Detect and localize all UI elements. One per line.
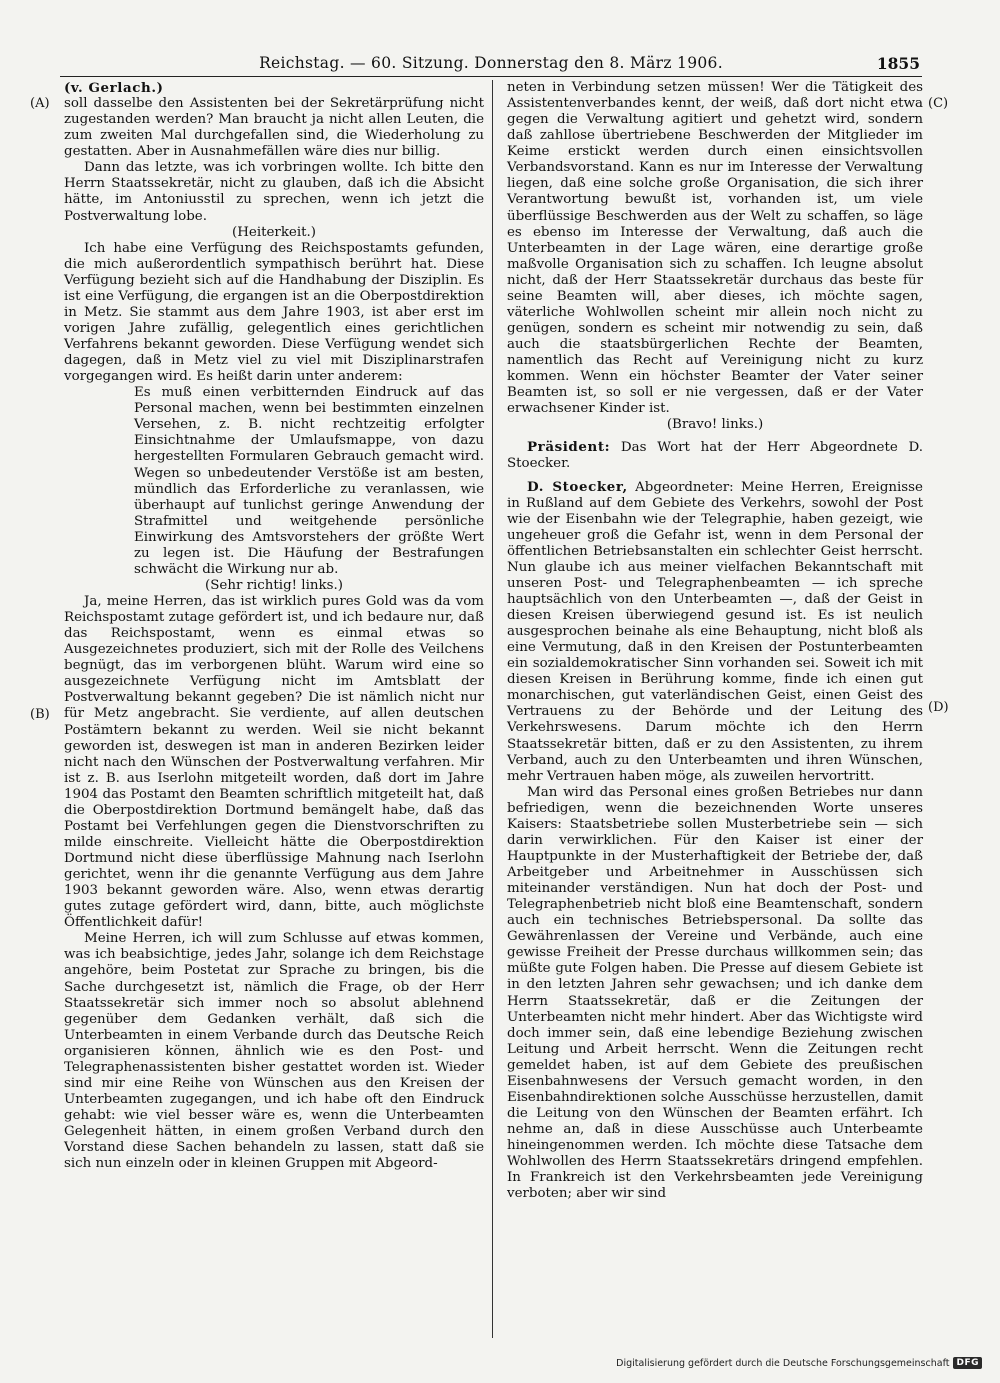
- block-quote: Es muß einen verbitternden Eindruck auf das Personal machen, wenn bei bestimmten einzelnen Versehen, z. B. nicht rechtzeitig erfolgter Einsichtnahme der Umlaufsmappe, von dazu hergestellten Formularen Gebrauch gemacht wird. Wegen so unbedeutender Verstöße ist am besten, mündlich das Erforderliche zu veranlassen, wie überhaupt auf tunlichst geringe Anwendung der Strafmittel und weitgehende persönliche Einwirkung des Amtsvorstehers der größte Wert zu legen ist. Die Häufung der Bestrafungen schwächt die Wirkung nur ab.: [134, 385, 484, 577]
- audience-reaction: (Heiterkeit.): [232, 224, 316, 240]
- speech-text: Abgeordneter: Meine Herren, Ereignisse in Rußland auf dem Gebiete des Verkehrs, sowohl der Post wie der Eisenbahn wie der Telegraphie, haben gezeigt, wie ungeheuer groß die Gefahr ist, wenn in dem Personal der öffentlichen Betriebsanstalten ein schlechter Geist herrscht. Nun glaube ich aus meiner vielfachen Bekanntschaft mit unseren Post- und Telegraphenbeamten — ich spreche hauptsächlich von den Unterbeamten —, daß der Geist in diesen Kreisen überwiegend gesund ist. Es ist neulich ausgesprochen beinahe als eine Behauptung, nicht bloß als eine Vermutung, daß in den Kreisen der Postunterbeamten ein sozialdemokratischer Sinn vorhanden sei. Soweit ich mit diesen Kreisen in Berührung komme, finde ich einen gut monarchischen, gut vaterländischen Geist, einen Geist des Vertrauens zu der Behörde und der Leitung des Verkehrswesens. Darum möchte ich den Herrn Staatssekretär bitten, daß er zu den Assistenten, zu ihrem Verband, auch zu den Unterbeamten und ihren Wünschen, mehr Vertrauen haben möge, als zuweilen hervortritt.: [507, 479, 923, 784]
- footer: [616, 1357, 982, 1369]
- speaker-name: D. Stoecker,: [527, 478, 628, 495]
- paragraph: Man wird das Personal eines großen Betriebes nur dann befriedigen, wenn die bezeichnenden Worte unseres Kaisers: Staatsbetriebe sollen Musterbetriebe sein — sich darin verwirklichen. Für den Kaiser ist einer der Hauptpunkte in der Musterhaftigkeit der Betriebe der, daß Arbeitgeber und Arbeitnehmer in Ausschüssen sich miteinander verständigen. Nun hat doch der Post- und Telegraphenbetrieb nicht bloß eine Beamtenschaft, sondern auch ein technisches Betriebspersonal. Da sollte das Gewährenlassen der Vereine und Verbände, auch eine gewisse Freiheit der Presse durchaus willkommen sein; das müßte gute Folgen haben. Die Presse auf diesem Gebiete ist in den letzten Jahren sehr gewachsen; und ich danke dem Herrn Staatssekretär, daß er die Zeitungen der Unterbeamten nicht mehr hindert. Aber das Wichtigste wird doch immer sein, daß eine lebendige Beziehung zwischen Leitung und Arbeit herrscht. Wenn die Zeitungen recht gemeldet haben, ist auf dem Gebiete des preußischen Eisenbahnwesens der Versuch gemacht worden, in den Eisenbahndirektionen solche Ausschüsse herzustellen, damit die Leitung von den Wünschen der Beamten erfährt. Ich nehme an, daß in diese Ausschüsse auch Unterbeamte hineingenommen werden. Ich möchte diese Tatsache dem Wohlwollen des Herrn Staatssekretärs dringend empfehlen. In Frankreich ist den Verkehrsbeamten jede Vereinigung verboten; aber wir sind: [507, 784, 923, 1202]
- margin-marker-a: (A): [30, 96, 50, 111]
- paragraph: neten in Verbindung setzen müssen! Wer die Tätigkeit des Assistentenverbandes kennt, der weiß, daß dort nicht etwa gegen die Verwaltung agitiert und gehetzt wird, sondern daß zahllose übertriebene Beschwerden der Mitglieder im Keime erstickt werden durch einen einsichtsvollen Verbandsvorstand. Kann es nur im Interesse der Verwaltung liegen, daß eine solche große Organisation, die sich ihrer Verantwortung bewußt ist, vorhanden ist, um viele überflüssige Beschwerden aus der Welt zu schaffen, so läge es ebenso im Interesse der Verwaltung, daß auch die Unterbeamten in der Lage wären, eine derartige große maßvolle Organisation sich zu schaffen. Ich leugne absolut nicht, daß der Herr Staatssekretär durchaus das beste für seine Beamten will, aber dieses, ich möchte sagen, väterliche Wohlwollen scheint mir allein noch nicht zu genügen, sondern es scheint mir notwendig zu sein, daß auch die staatsbürgerlichen Rechte der Beamten, namentlich das Recht auf Vereinigung nicht zu kurz kommen. Wenn ein höchster Beamter der Vater seiner Beamten ist, so soll er nie vergessen, daß er der Vater erwachsener Kinder ist.: [507, 80, 923, 417]
- audience-reaction: (Sehr richtig! links.): [205, 577, 343, 593]
- president-text: Das Wort hat der Herr Abgeordnete D. Stoecker.: [507, 440, 923, 472]
- speech-opening: [507, 479, 923, 785]
- left-column: [64, 80, 484, 1172]
- president-statement: [507, 439, 923, 472]
- dfg-logo: DFG: [953, 1357, 982, 1369]
- audience-reaction: (Bravo! links.): [666, 417, 764, 433]
- page-header: [60, 52, 922, 77]
- page-title: Reichstag. — 60. Sitzung. Donnerstag den 8. März 1906.: [259, 54, 723, 72]
- margin-marker-c: (C): [928, 96, 949, 111]
- footer-text: Digitalisierung gefördert durch die Deutsche Forschungsgemeinschaft: [616, 1357, 950, 1369]
- page-number: 1855: [876, 54, 920, 73]
- speaker-reference: (v. Gerlach.): [64, 80, 164, 96]
- column-divider: [492, 80, 493, 1338]
- margin-marker-b: (B): [30, 707, 50, 722]
- paragraph: Ja, meine Herren, das ist wirklich pures Gold was da vom Reichspostamt zutage gefördert ist, und ich bedaure nur, daß das Reichspostamt, wenn es einmal etwas so Ausgezeichnetes produziert, sich mit der Rolle des Veilchens begnügt, das im verborgenen blüht. Warum wird eine so ausgezeichnete Verfügung nicht im Amtsblatt der Postverwaltung bekannt gegeben? Die ist nämlich nicht nur für Metz angebracht. Sie verdiente, auf allen deutschen Postämtern bekannt zu werden. Weil sie nicht bekannt geworden ist, deswegen ist man in anderen Bezirken leider nicht nach den Wünschen der Postverwaltung verfahren. Mir ist z. B. aus Iserlohn mitgeteilt worden, daß dort im Jahre 1904 das Postamt den Beamten schriftlich mitgeteilt hat, daß die Oberpostdirektion Dortmund bemängelt habe, daß das Postamt bei Verfehlungen gegen die Dienstvorschriften zu milde einschreite. Vielleicht hätte die Oberpostdirektion Dortmund nicht diese überflüssige Mahnung nach Iserlohn gerichtet, wenn ihr die genannte Verfügung aus dem Jahre 1903 bekannt geworden wäre. Also, wenn etwas derartig gutes zutage gefördert wird, dann, bitte, auch möglichste Öffentlichkeit dafür!: [64, 594, 484, 931]
- paragraph: soll dasselbe den Assistenten bei der Sekretärprüfung nicht zugestanden werden? Man braucht ja nicht allen Leuten, die zum zweiten Mal durchgefallen sind, die Wiederholung zu gestatten. Aber in Ausnahmefällen wäre dies nur billig.: [64, 96, 484, 160]
- paragraph: Meine Herren, ich will zum Schlusse auf etwas kommen, was ich beabsichtige, jedes Jahr, solange ich dem Reichstage angehöre, beim Postetat zur Sprache zu bringen, bis die Sache durchgesetzt ist, nämlich die Frage, ob der Herr Staatssekretär sich immer noch so absolut ablehnend gegenüber dem Gedanken verhält, daß sich die Unterbeamten in einem Verbande durch das Deutsche Reich organisieren können, ähnlich wie es den Post- und Telegraphenassistenten bisher gestattet worden ist. Wieder sind mir eine Reihe von Wünschen aus den Kreisen der Unterbeamten zugegangen, und ich habe oft den Eindruck gehabt: wie viel besser wäre es, wenn die Unterbeamten Gelegenheit hätten, in einem großen Verband durch den Vorstand diese Sachen behandeln zu lassen, statt daß sie sich nun einzeln oder in kleinen Gruppen mit Abgeord-: [64, 931, 484, 1172]
- paragraph: Dann das letzte, was ich vorbringen wollte. Ich bitte den Herrn Staatssekretär, nicht zu glauben, daß ich die Absicht hätte, im Antoniusstil zu sprechen, wenn ich jetzt die Postverwaltung lobe.: [64, 160, 484, 224]
- right-column: [507, 80, 923, 1202]
- margin-marker-d: (D): [928, 700, 949, 715]
- paragraph: Ich habe eine Verfügung des Reichspostamts gefunden, die mich außerordentlich sympathisch berührt hat. Diese Verfügung bezieht sich auf die Handhabung der Disziplin. Es ist eine Verfügung, die ergangen ist an die Oberpostdirektion in Metz. Sie stammt aus dem Jahre 1903, ist aber erst im vorigen Jahre zufällig, gelegentlich eines gerichtlichen Verfahrens bekannt geworden. Diese Verfügung wendet sich dagegen, daß in Metz viel zu viel mit Disziplinarstrafen vorgegangen wird. Es heißt darin unter anderem:: [64, 240, 484, 385]
- president-label: Präsident:: [527, 439, 611, 456]
